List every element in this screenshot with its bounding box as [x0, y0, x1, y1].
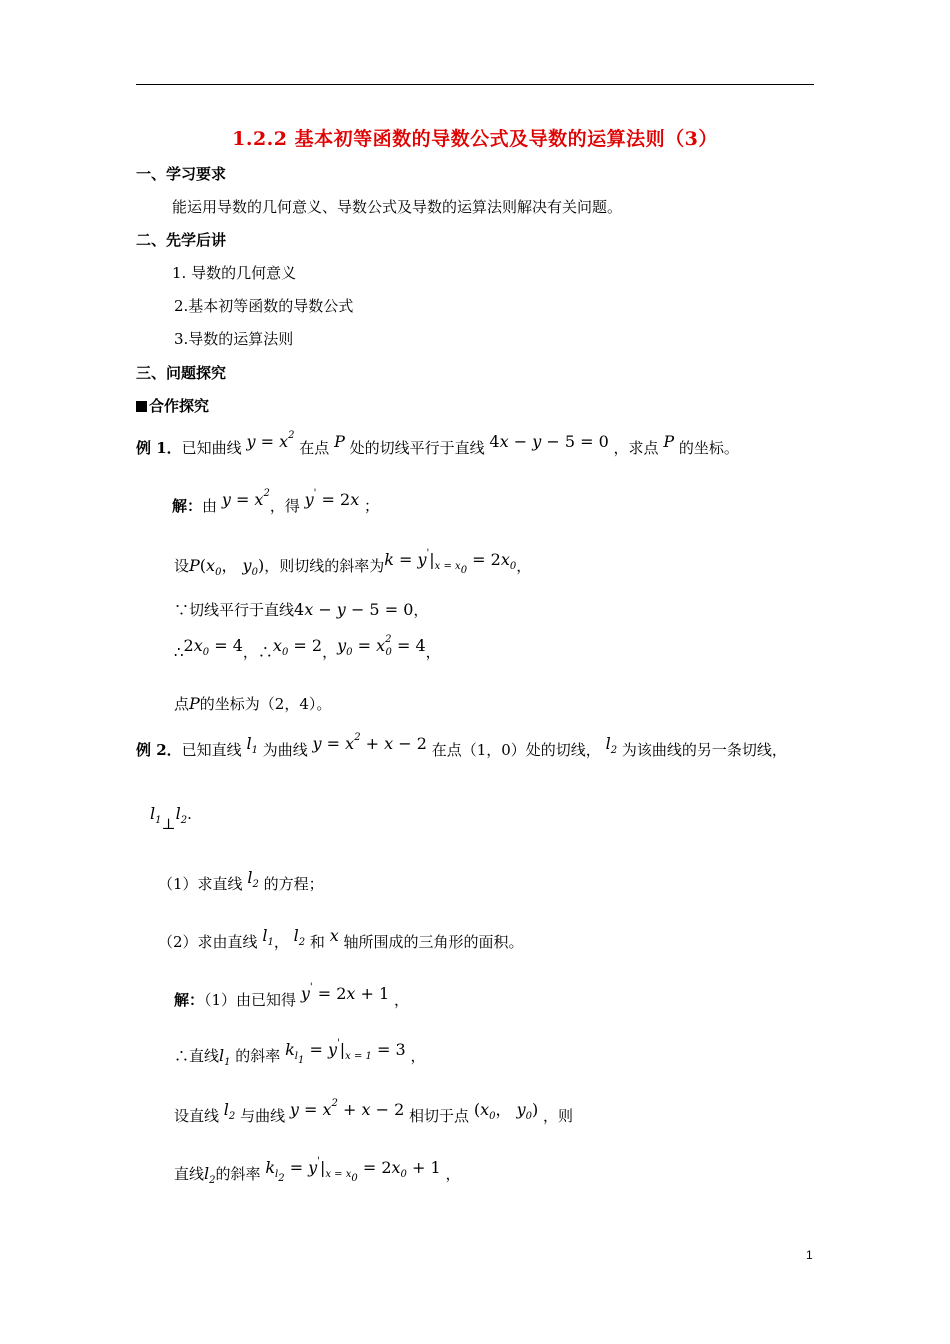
- example-2-solution-line-3: [174, 1098, 574, 1126]
- text: （2）求由直线: [158, 933, 258, 951]
- formula: $y = x^2$: [221, 488, 270, 509]
- text: ，: [393, 991, 409, 1009]
- text: 已知曲线: [181, 439, 242, 457]
- text: ，: [413, 601, 429, 619]
- formula: $l_2$: [175, 804, 188, 826]
- formula: 4x − y − 5 = 0: [489, 432, 609, 451]
- perpendicular-symbol: ⊥: [161, 815, 176, 833]
- section-2-item-2: 2.基本初等函数的导数公式: [174, 297, 354, 315]
- text: 已知直线: [181, 741, 242, 759]
- formula: P: [189, 694, 200, 713]
- page-number: 1: [806, 1248, 813, 1262]
- example-2-solution-line-4: [174, 1156, 461, 1186]
- text: 直线: [174, 1165, 205, 1183]
- formula: $k_{l_2} = y'|_{x = x_0} = 2x_0 + 1$: [265, 1156, 441, 1184]
- example-2-question-1: [158, 868, 324, 894]
- text: 与曲线: [240, 1107, 286, 1125]
- formula: $y_0 = x^2_0 = 4$: [337, 634, 426, 658]
- section-1-heading: 一、学习要求: [136, 165, 227, 183]
- text: 的坐标为（2，4）。: [199, 695, 332, 713]
- section-2-item-3: 3.导数的运算法则: [174, 330, 294, 348]
- text: （1）求直线: [158, 875, 243, 893]
- text: 设直线: [174, 1107, 220, 1125]
- formula: $y = x^2$: [246, 430, 295, 451]
- text: ∵切线平行于直线: [174, 601, 295, 619]
- formula: $l_1$: [219, 1046, 231, 1068]
- text: 为该曲线的另一条切线，: [621, 741, 787, 759]
- text: 为曲线: [262, 741, 308, 759]
- text: ∴直线: [174, 1047, 220, 1065]
- text: ，: [273, 933, 289, 951]
- example-2-solution-line-1: [174, 982, 409, 1010]
- formula: $l_2$: [223, 1100, 236, 1122]
- formula: $k = y'|_{x = x_0} = 2x_0$: [384, 548, 517, 576]
- text: （1）由已知得: [204, 991, 297, 1009]
- formula: $2x_0 = 4$: [183, 636, 243, 658]
- section-1-text: 能运用导数的几何意义、导数公式及导数的运算法则解决有关问题。: [172, 198, 623, 216]
- formula: $l_2$: [247, 868, 259, 890]
- formula: $l_1$: [246, 734, 258, 756]
- text: 的斜率: [235, 1047, 281, 1065]
- formula: $l_2$: [293, 926, 306, 948]
- section-3-heading: 三、问题探究: [136, 364, 227, 382]
- text: ，则: [543, 1107, 574, 1125]
- example-1-solution-line-5: [174, 694, 331, 714]
- example-2-statement: [136, 732, 787, 760]
- section-2-heading: 二、先学后讲: [136, 231, 227, 249]
- formula: 4x − y − 5 = 0: [294, 600, 414, 619]
- text: ，∴: [242, 643, 273, 661]
- text: 在点: [299, 439, 330, 457]
- solution-label: 解：: [174, 991, 205, 1009]
- text: ，则切线的斜率为: [264, 557, 385, 575]
- coop-heading-label: 合作探究: [149, 397, 210, 415]
- text: 和: [309, 933, 325, 951]
- text: 由: [202, 497, 218, 515]
- example-1-solution-line-4: [174, 634, 441, 662]
- formula: $k_{l_1} = y'|_{x = 1} = 3$: [285, 1038, 406, 1066]
- formula: $x_0 = 2$: [272, 636, 323, 658]
- example-1-solution-line-3: [174, 600, 428, 620]
- example-2-question-2: [158, 926, 524, 952]
- text: 设: [174, 557, 190, 575]
- text: 的方程；: [263, 875, 324, 893]
- example-1-solution-line-1: [172, 488, 380, 516]
- formula: $P(x_0$， $y_0$): [189, 556, 265, 578]
- formula: $l_1$: [150, 804, 162, 826]
- formula: y' = 2x: [304, 488, 360, 509]
- example-1-solution-line-2: [174, 548, 532, 578]
- text: ，: [410, 1047, 426, 1065]
- formula: P: [334, 432, 345, 451]
- formula: $y = x^2 + x - 2$: [289, 1098, 405, 1119]
- section-2-item-1: 1. 导数的几何意义: [172, 264, 297, 282]
- header-rule: [136, 84, 814, 85]
- text: 的坐标。: [678, 439, 739, 457]
- text: ；: [364, 497, 380, 515]
- formula: $l_1$: [262, 926, 274, 948]
- example-1-label: 例 1．: [136, 439, 182, 457]
- text: 点: [174, 695, 190, 713]
- formula: ($x_0$， $y_0$): [473, 1100, 539, 1122]
- text: ，求点: [613, 439, 659, 457]
- example-1-statement: [136, 430, 739, 458]
- text: ，得: [269, 497, 300, 515]
- example-2-label: 例 2．: [136, 741, 182, 759]
- text: 的斜率: [215, 1165, 261, 1183]
- formula: $l_2$: [204, 1164, 216, 1186]
- text: ∴: [174, 643, 184, 661]
- example-2-perpendicular: $l_1\perp l_2$.: [150, 804, 192, 833]
- text: ，: [322, 643, 338, 661]
- coop-heading: [136, 396, 209, 416]
- formula: y' = 2x + 1: [300, 982, 390, 1003]
- black-square-icon: [136, 401, 147, 412]
- text: 相切于点: [409, 1107, 470, 1125]
- formula: $y = x^2 + x - 2$: [312, 732, 427, 753]
- formula: $l_2$: [605, 734, 618, 756]
- text: ，: [516, 557, 532, 575]
- text: ，: [445, 1165, 461, 1183]
- formula: P: [663, 432, 675, 451]
- solution-label: 解：: [172, 497, 203, 515]
- formula: x: [329, 926, 339, 945]
- page-title: 1.2.2 基本初等函数的导数公式及导数的运算法则（3）: [232, 128, 718, 150]
- example-2-solution-line-2: [174, 1038, 426, 1068]
- text: 在点（1，0）处的切线，: [431, 741, 601, 759]
- text: 轴所围成的三角形的面积。: [343, 933, 524, 951]
- text: 处的切线平行于直线: [349, 439, 485, 457]
- text: ，: [425, 643, 441, 661]
